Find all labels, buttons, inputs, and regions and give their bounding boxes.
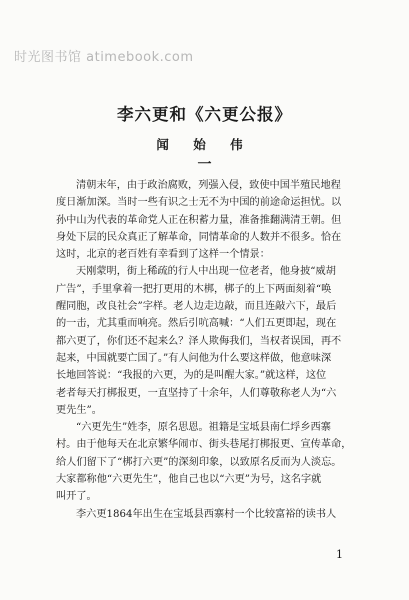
text-line: 更先生”。	[56, 404, 102, 416]
text-line: 都六更了，你们还不起来么？泽人欺侮我们，当权者误国，再不	[56, 335, 342, 347]
article-title: 李六更和《六更公报》	[117, 105, 292, 124]
text-line: 叫开了。	[56, 491, 97, 503]
text-line: 给人们留下了“梆打六更”的深刻印象，以致原名反而为人淡忘。	[56, 456, 342, 468]
watermark: 时光图书馆 atimebook.com	[14, 50, 194, 65]
text-line: 起来，中国就要亡国了。”有人问他为什么要这样做，他意味深	[56, 352, 332, 364]
text-line: 孙中山为代表的革命党人正在积蓄力量，准备推翻满清王朝。但	[56, 214, 342, 226]
author-name: 闻 始 伟	[156, 137, 253, 152]
text-line: 广告”，手里拿着一把打更用的木梆，梆子的上下两面刻着“唤	[56, 283, 332, 295]
text-line: 天刚蒙明，街上稀疏的行人中出现一位老者，他身披“威胡	[76, 266, 336, 278]
section-number: 一	[197, 157, 212, 173]
text-line: 长地回答说：“我报的六更，为的是叫醒大家。”就这样，这位	[56, 370, 327, 382]
text-line: 村。由于他每天在北京繁华闹市、街头巷尾打梆报更、宣传革命，	[56, 439, 352, 451]
text-line: 李六更1864年出生在宝坻县西寨村一个比较富裕的读书人	[76, 508, 337, 520]
text-line: 的一击，尤其重而响亮。然后引吭高喊：“人们五更即起，现在	[56, 318, 337, 330]
text-line: “六更先生”姓李，原名思恩。祖籍是宝坻县南仁垺乡西寨	[76, 422, 331, 434]
page-number: 1	[336, 548, 343, 561]
text-line: 老者每天打梆报更，一直坚持了十余年，人们尊敬称老人为“六	[56, 387, 337, 399]
text-line: 清朝末年，由于政治腐败，列强入侵，致使中国半殖民地程	[76, 180, 341, 191]
article-body	[56, 177, 356, 523]
text-line: 这时，北京的老百姓有幸看到了这样一个情景：	[56, 249, 270, 261]
text-line: 度日渐加深。当时一些有识之士无不为中国的前途命运担忧。以	[56, 197, 342, 209]
text-line: 身处下层的民众真正了解革命，同情革命的人数并不很多。恰在	[56, 231, 342, 243]
text-line: 醒同胞，改良社会”字样。老人边走边敲，而且连敲六下，最后	[56, 301, 337, 313]
text-line: 大家都称他“六更先生”，他自己也以“六更”为号，这名字就	[56, 474, 322, 486]
